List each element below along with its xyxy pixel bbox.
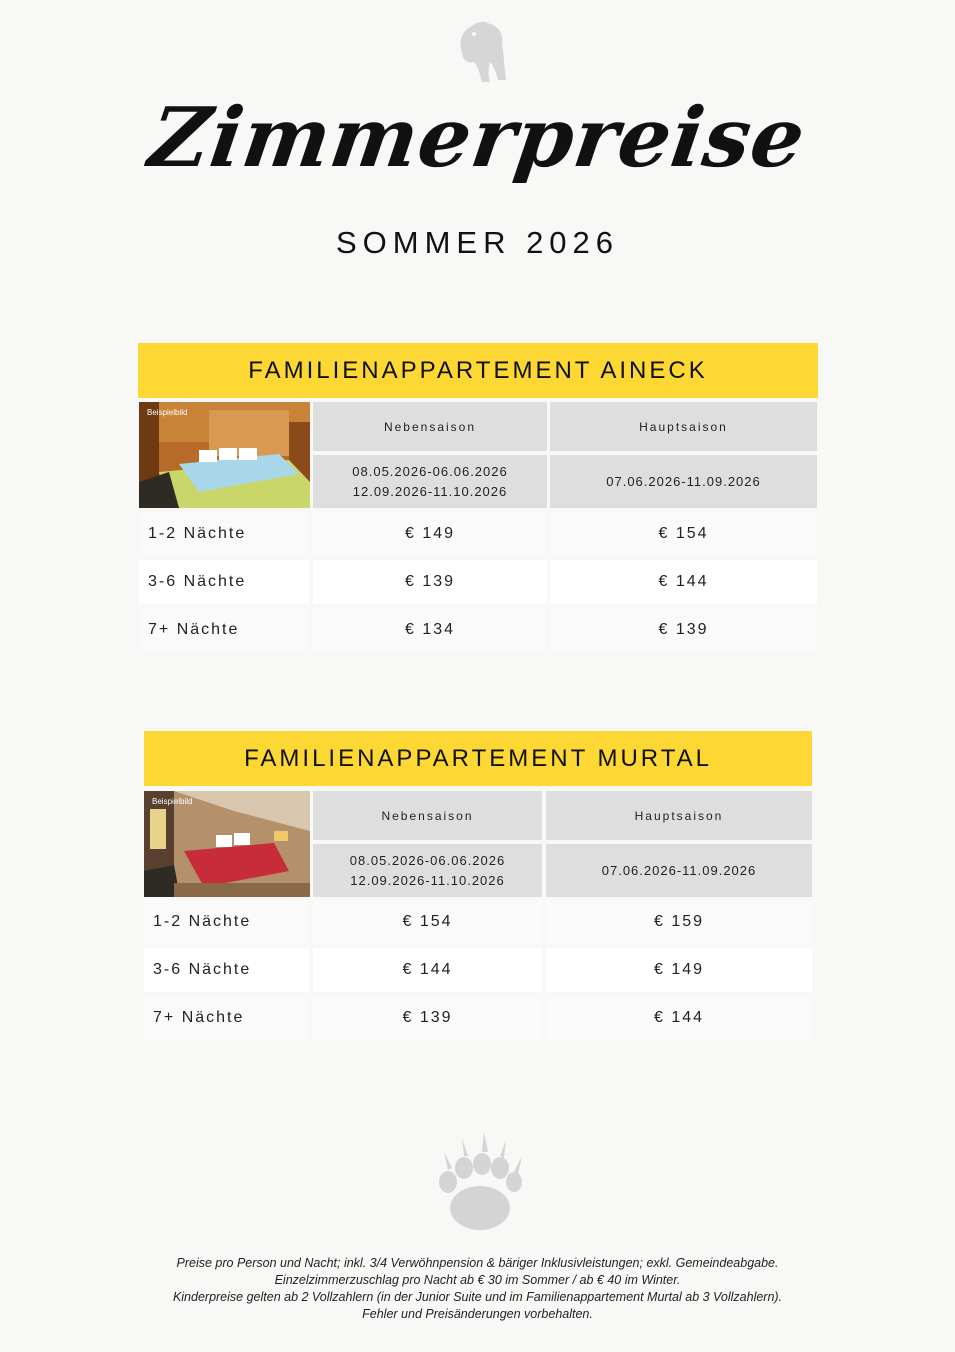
price-nebensaison: € 139 <box>313 996 542 1040</box>
date-range-nebensaison <box>313 844 542 897</box>
footer-line: Fehler und Preisänderungen vorbehalten. <box>362 1307 593 1321</box>
bear-logo-icon <box>452 18 508 84</box>
date-range-line: 07.06.2026-11.09.2026 <box>601 862 757 878</box>
footer-line: Preise pro Person und Nacht; inkl. 3/4 Verwöhnpension & bäriger Inklusivleistungen; exkl. Gemeindeabgabe. <box>176 1256 779 1270</box>
column-header-hauptsaison: Hauptsaison <box>546 791 812 840</box>
row-label: 7+ Nächte <box>144 996 309 1040</box>
row-label: 3-6 Nächte <box>144 948 309 992</box>
price-hauptsaison: € 139 <box>550 608 817 652</box>
price-nebensaison: € 134 <box>313 608 547 652</box>
date-range-line: 08.05.2026-06.06.2026 <box>349 852 506 868</box>
price-nebensaison: € 149 <box>313 512 547 556</box>
column-header-nebensaison: Nebensaison <box>313 791 542 840</box>
photo-caption: Beispielbild <box>152 797 193 806</box>
date-range-line: 12.09.2026-11.10.2026 <box>352 483 508 499</box>
table-title: FAMILIENAPPARTEMENT MURTAL <box>144 731 812 786</box>
price-hauptsaison: € 159 <box>546 900 812 944</box>
price-hauptsaison: € 144 <box>546 996 812 1040</box>
date-range-line: 07.06.2026-11.09.2026 <box>606 473 761 489</box>
row-label: 3-6 Nächte <box>139 560 309 604</box>
date-range-hauptsaison <box>546 844 812 897</box>
page-title: Zimmerpreise <box>143 90 812 186</box>
column-header-nebensaison: Nebensaison <box>313 402 547 451</box>
price-hauptsaison: € 149 <box>546 948 812 992</box>
row-label: 1-2 Nächte <box>144 900 309 944</box>
price-hauptsaison: € 144 <box>550 560 817 604</box>
room-photo-image <box>139 402 310 508</box>
date-range-nebensaison <box>313 455 547 508</box>
room-photo <box>139 402 310 508</box>
table-title: FAMILIENAPPARTEMENT AINECK <box>138 343 818 398</box>
price-nebensaison: € 154 <box>313 900 542 944</box>
price-nebensaison: € 139 <box>313 560 547 604</box>
column-header-hauptsaison: Hauptsaison <box>550 402 817 451</box>
page-subtitle: SOMMER 2026 <box>335 225 620 260</box>
footer-notes <box>0 1255 955 1323</box>
room-photo-image <box>144 791 310 897</box>
footer-line: Kinderpreise gelten ab 2 Vollzahlern (in der Junior Suite und im Familienappartement Murtal ab 3 Vollzahlern). <box>172 1290 783 1304</box>
price-hauptsaison: € 154 <box>550 512 817 556</box>
footer-line: Einzelzimmerzuschlag pro Nacht ab € 30 im Sommer / ab € 40 im Winter. <box>274 1273 681 1287</box>
row-label: 1-2 Nächte <box>139 512 309 556</box>
price-nebensaison: € 144 <box>313 948 542 992</box>
room-photo <box>144 791 310 897</box>
date-range-line: 08.05.2026-06.06.2026 <box>352 463 508 479</box>
date-range-line: 12.09.2026-11.10.2026 <box>350 872 505 888</box>
row-label: 7+ Nächte <box>139 608 309 652</box>
photo-caption: Beispielbild <box>147 408 188 417</box>
date-range-hauptsaison <box>550 455 817 508</box>
bear-paw-icon <box>434 1130 524 1235</box>
